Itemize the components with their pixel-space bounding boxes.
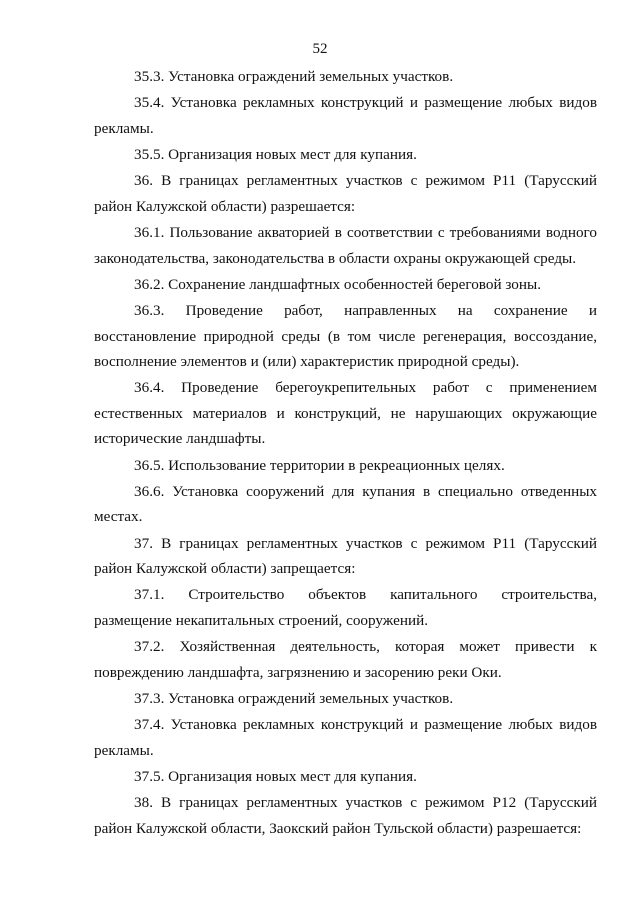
paragraph-37-4: 37.4. Установка рекламных конструкций и размещение любых видов рекламы. xyxy=(94,716,597,759)
paragraph-37-3: 37.3. Установка ограждений земельных участков. xyxy=(134,689,454,707)
paragraph-36-1: 36.1. Пользование акваторией в соответствии с требованиями водного законодательства, законодательства в области охраны окружающей среды. xyxy=(94,223,597,267)
paragraph-37-1: 37.1. Строительство объектов капитального строительства, размещение некапитальных строений, сооружений. xyxy=(94,586,597,629)
paragraph-37-2: 37.2. Хозяйственная деятельность, которая может привести к повреждению ландшафта, загрязнению и засорению реки Оки. xyxy=(94,638,597,681)
paragraph-36-3: 36.3. Проведение работ, направленных на сохранение и восстановление природной среды (в том числе регенерация, воссоздание, восполнение элементов и (или) характеристик природной среды). xyxy=(94,301,597,371)
paragraph-36: 36. В границах регламентных участков с режимом Р11 (Тарусский район Калужской области) разрешается: xyxy=(94,172,597,215)
page-number: 52 xyxy=(312,41,328,57)
document-body xyxy=(94,64,597,841)
paragraph-36-4: 36.4. Проведение берегоукрепительных работ с применением естественных материалов и конструкций, не нарушающих окружающие исторические ландшафты. xyxy=(94,379,597,448)
paragraph-37: 37. В границах регламентных участков с режимом Р11 (Тарусский район Калужской области) запрещается: xyxy=(94,534,597,578)
paragraph-36-6: 36.6. Установка сооружений для купания в специально отведенных местах. xyxy=(94,482,597,526)
paragraph-35-5: 35.5. Организация новых мест для купания. xyxy=(134,145,417,163)
paragraph-35-3: 35.3. Установка ограждений земельных участков. xyxy=(134,68,454,85)
paragraph-38: 38. В границах регламентных участков с режимом Р12 (Тарусский район Калужской области, Заокский район Тульской области) разрешается: xyxy=(94,794,597,837)
paragraph-35-4: 35.4. Установка рекламных конструкций и размещение любых видов рекламы. xyxy=(94,94,597,137)
paragraph-36-2: 36.2. Сохранение ландшафтных особенностей береговой зоны. xyxy=(134,275,542,293)
paragraph-37-5: 37.5. Организация новых мест для купания. xyxy=(134,767,417,785)
paragraph-36-5: 36.5. Использование территории в рекреационных целях. xyxy=(134,456,505,474)
